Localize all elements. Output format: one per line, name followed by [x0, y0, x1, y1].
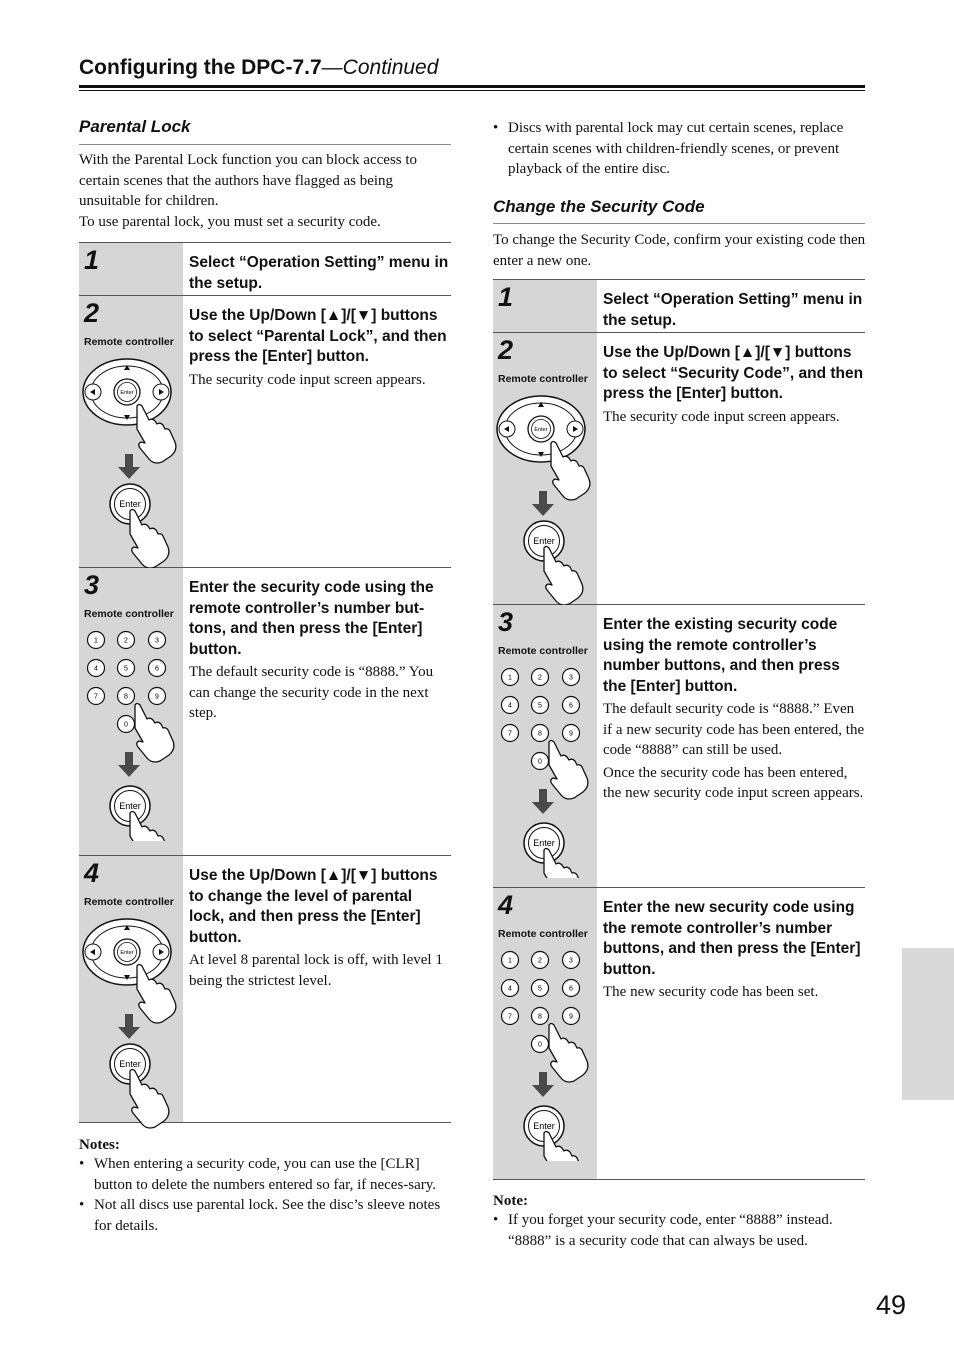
- step-heading: Select “Operation Setting” menu in the setup.: [189, 254, 449, 292]
- step-row: [79, 296, 451, 568]
- step-row: [79, 856, 451, 1123]
- remote-numpad-icon: [493, 663, 597, 878]
- parental-lock-steps: [79, 242, 451, 1123]
- step-text: [183, 296, 451, 568]
- step-text: [597, 888, 865, 1180]
- remote-controller-label: Remote controller: [84, 608, 174, 620]
- svg-text:9: 9: [155, 693, 159, 701]
- step-number: 4: [498, 890, 514, 920]
- step-row: [79, 243, 451, 296]
- step-description: Once the security code has been entered, the new security code input screen appears.: [603, 764, 864, 801]
- notes-block: [79, 1137, 453, 1236]
- step-text: [183, 856, 451, 1123]
- svg-text:Enter: Enter: [533, 838, 555, 848]
- svg-text:8: 8: [538, 1013, 542, 1021]
- step-heading: Enter the security code using the remote controller’s number but-tons, and then press the [Enter] button.: [189, 579, 434, 658]
- notes-title: Notes:: [79, 1137, 120, 1153]
- remote-numpad-icon: [79, 626, 183, 841]
- remote-controller-label: Remote controller: [84, 336, 174, 348]
- step-description: The security code input screen appears.: [189, 371, 426, 388]
- notes-list: [79, 1154, 453, 1236]
- svg-text:1: 1: [508, 957, 512, 965]
- step-text: [183, 243, 451, 296]
- step-row: [493, 333, 865, 605]
- svg-text:Enter: Enter: [120, 390, 134, 396]
- page-header: [79, 56, 438, 80]
- svg-text:0: 0: [124, 721, 128, 729]
- svg-text:1: 1: [508, 674, 512, 682]
- svg-text:Enter: Enter: [119, 499, 141, 509]
- disc-bullet-block: [493, 118, 865, 180]
- step-description: The default security code is “8888.” You can change the security code in the next step.: [189, 664, 434, 721]
- svg-text:4: 4: [508, 702, 512, 710]
- remote-controller-label: Remote controller: [498, 645, 588, 657]
- svg-text:2: 2: [538, 674, 542, 682]
- disc-bullet-list: [493, 118, 865, 180]
- svg-text:Enter: Enter: [533, 536, 555, 546]
- remote-dpad-icon: [493, 391, 597, 606]
- step-heading: Use the Up/Down [▲]/[▼] buttons to change the level of parental lock, and then press the [Enter] button.: [189, 867, 438, 946]
- step-heading: Use the Up/Down [▲]/[▼] buttons to select “Security Code”, and then press the [Enter] button.: [603, 344, 864, 402]
- svg-text:8: 8: [538, 730, 542, 738]
- svg-text:Enter: Enter: [119, 801, 141, 811]
- step-text: [597, 333, 865, 605]
- note-item: • If you forget your security code, enter “8888” instead. “8888” is a security code that can always be used.: [493, 1210, 867, 1251]
- svg-text:7: 7: [508, 1013, 512, 1021]
- svg-text:3: 3: [569, 957, 573, 965]
- dpad-illustration: [497, 396, 590, 605]
- page-number: 49: [876, 1290, 907, 1320]
- svg-text:6: 6: [155, 665, 159, 673]
- svg-text:Enter: Enter: [119, 1059, 141, 1069]
- svg-text:3: 3: [569, 674, 573, 682]
- step-text: [597, 605, 865, 888]
- note-list: [493, 1210, 867, 1251]
- numpad-illustration: [88, 632, 174, 842]
- step-graphic: [79, 296, 183, 568]
- step-description: The security code input screen appears.: [603, 408, 840, 425]
- dpad-illustration: [83, 359, 176, 568]
- step-row: [493, 280, 865, 333]
- step-number: 1: [498, 282, 514, 312]
- step-description: The new security code has been set.: [603, 984, 819, 1000]
- change-code-intro: [493, 230, 867, 271]
- numpad-illustration: [502, 669, 588, 879]
- intro-paragraph: To change the Security Code, confirm your existing code then enter a new one.: [493, 232, 866, 269]
- step-heading: Enter the new security code using the remote controller’s number buttons, and then press the [Enter] button.: [603, 899, 861, 978]
- step-description: At level 8 parental lock is off, with level 1 being the strictest level.: [189, 952, 443, 989]
- remote-controller-label: Remote controller: [84, 896, 174, 908]
- intro-paragraph: With the Parental Lock function you can block access to certain scenes that the authors have flagged as being unsuitable for children.: [79, 152, 418, 209]
- step-graphic: [493, 333, 597, 605]
- svg-text:3: 3: [155, 637, 159, 645]
- svg-text:2: 2: [124, 637, 128, 645]
- svg-text:9: 9: [569, 1013, 573, 1021]
- remote-dpad-icon: [79, 354, 183, 569]
- step-graphic: [79, 856, 183, 1123]
- note-title: Note:: [493, 1193, 528, 1209]
- remote-controller-label: Remote controller: [498, 928, 588, 940]
- step-row: [493, 605, 865, 888]
- section-rule: [79, 144, 451, 145]
- step-text: [183, 568, 451, 856]
- step-graphic: [79, 568, 183, 856]
- numpad-illustration: [502, 952, 588, 1162]
- step-graphic: [493, 280, 597, 333]
- parental-lock-intro: [79, 150, 453, 232]
- svg-text:1: 1: [94, 637, 98, 645]
- header-rule: [79, 85, 865, 88]
- note-block: [493, 1193, 867, 1251]
- svg-text:7: 7: [94, 693, 98, 701]
- parental-lock-title: Parental Lock: [79, 117, 191, 136]
- svg-text:9: 9: [569, 730, 573, 738]
- svg-text:0: 0: [538, 1041, 542, 1049]
- intro-paragraph: To use parental lock, you must set a security code.: [79, 213, 381, 230]
- section-rule: [493, 223, 865, 224]
- svg-text:Enter: Enter: [534, 427, 548, 433]
- step-description: The default security code is “8888.” Even if a new security code has been entered, the code “8888” can still be used.: [603, 701, 865, 758]
- step-graphic: [79, 243, 183, 296]
- step-row: [493, 888, 865, 1180]
- step-heading: Enter the existing security code using the remote controller’s number buttons, and then press the [Enter] button.: [603, 616, 840, 695]
- header-rule-thin: [79, 90, 865, 91]
- note-item: • When entering a security code, you can use the [CLR] button to delete the numbers entered so far, if neces-sary.: [79, 1154, 453, 1195]
- svg-text:5: 5: [538, 985, 542, 993]
- step-number: 2: [498, 335, 514, 365]
- svg-text:Enter: Enter: [120, 950, 134, 956]
- header-title: Configuring the DPC-7.7: [79, 56, 322, 79]
- step-graphic: [493, 888, 597, 1180]
- step-number: 3: [84, 570, 100, 600]
- svg-text:4: 4: [508, 985, 512, 993]
- step-number: 4: [84, 858, 100, 888]
- step-number: 3: [498, 607, 514, 637]
- svg-text:7: 7: [508, 730, 512, 738]
- step-number: 1: [84, 245, 100, 275]
- step-heading: Use the Up/Down [▲]/[▼] buttons to select “Parental Lock”, and then press the [Enter] button.: [189, 307, 447, 365]
- svg-text:6: 6: [569, 985, 573, 993]
- svg-text:5: 5: [124, 665, 128, 673]
- step-graphic: [493, 605, 597, 888]
- header-continued: —Continued: [321, 56, 439, 79]
- remote-numpad-icon: [493, 946, 597, 1161]
- svg-text:2: 2: [538, 957, 542, 965]
- note-item: • Not all discs use parental lock. See the disc’s sleeve notes for details.: [79, 1195, 453, 1236]
- svg-text:0: 0: [538, 758, 542, 766]
- svg-text:8: 8: [124, 693, 128, 701]
- svg-text:Enter: Enter: [533, 1121, 555, 1131]
- change-code-steps: [493, 279, 865, 1180]
- svg-text:4: 4: [94, 665, 98, 673]
- svg-text:6: 6: [569, 702, 573, 710]
- remote-dpad-icon: [79, 914, 183, 1129]
- step-text: [597, 280, 865, 333]
- svg-text:5: 5: [538, 702, 542, 710]
- step-row: [79, 568, 451, 856]
- remote-controller-label: Remote controller: [498, 373, 588, 385]
- disc-bullet: • Discs with parental lock may cut certain scenes, replace certain scenes with children-friendly scenes, or prevent playback of the entire disc.: [493, 118, 865, 180]
- step-number: 2: [84, 298, 100, 328]
- dpad-illustration: [83, 919, 176, 1128]
- side-tab: [902, 948, 954, 1100]
- change-code-title: Change the Security Code: [493, 197, 705, 216]
- step-heading: Select “Operation Setting” menu in the setup.: [603, 291, 863, 329]
